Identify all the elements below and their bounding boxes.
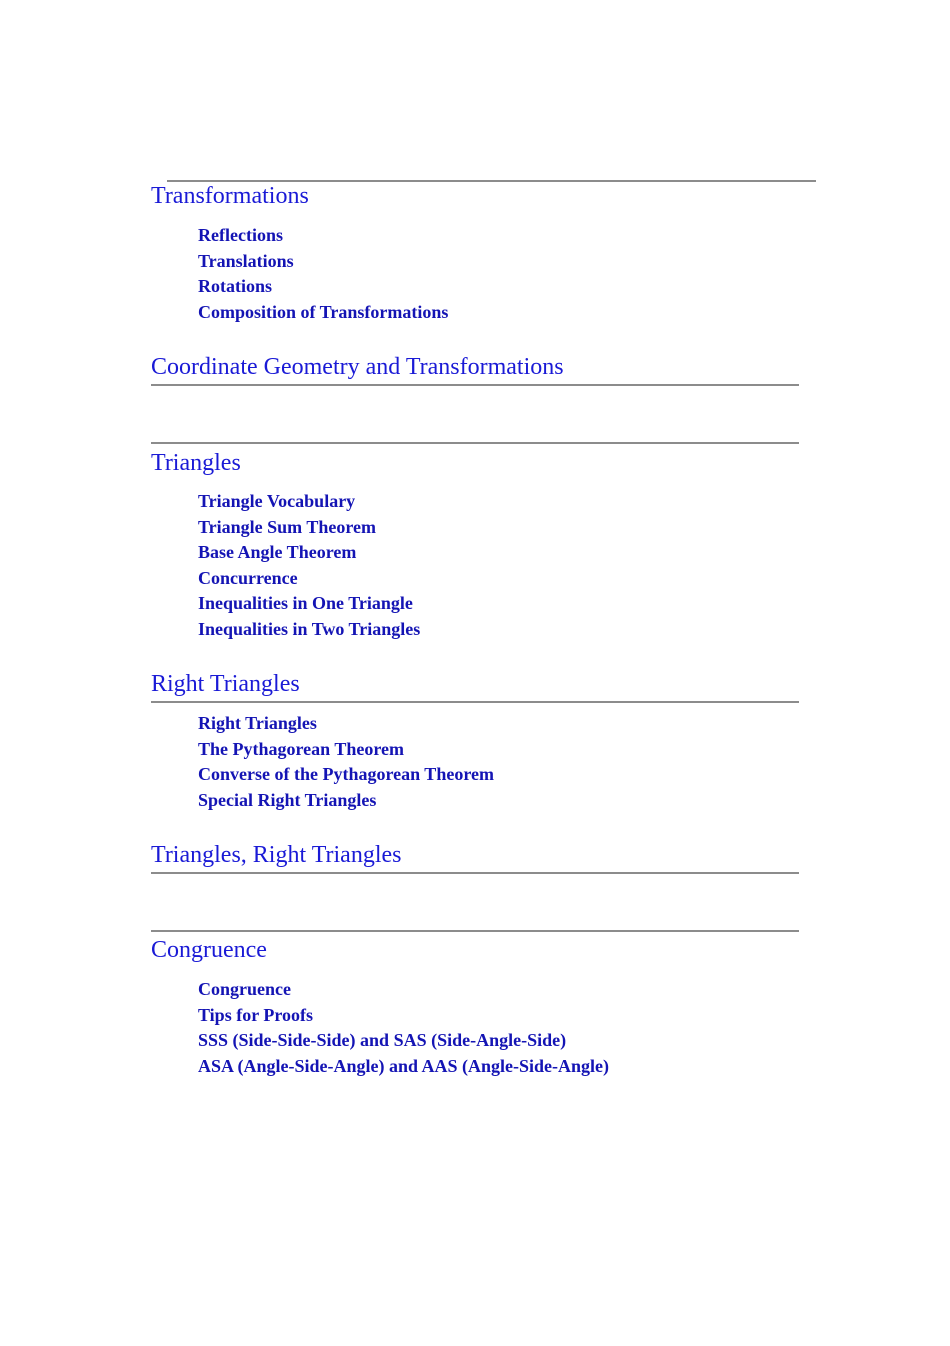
list-item xyxy=(198,515,420,541)
section-heading-triangles: Triangles xyxy=(151,450,241,476)
list-item xyxy=(198,249,448,275)
link-reflections[interactable]: Reflections xyxy=(198,225,283,245)
triangles-link-list xyxy=(198,489,420,642)
congruence-link-list xyxy=(198,977,609,1079)
section-heading-triangles-right-triangles: Triangles, Right Triangles xyxy=(151,842,402,868)
right-triangles-link-list xyxy=(198,711,494,813)
section-heading-right-triangles: Right Triangles xyxy=(151,671,300,697)
section-divider xyxy=(151,384,799,386)
list-item xyxy=(198,540,420,566)
list-item xyxy=(198,711,494,737)
link-concurrence[interactable]: Concurrence xyxy=(198,567,298,588)
section-heading-congruence: Congruence xyxy=(151,937,267,963)
link-composition-of-transformations[interactable]: Composition of Transformations xyxy=(198,301,449,322)
list-item xyxy=(198,762,494,788)
list-item xyxy=(198,788,494,814)
list-item xyxy=(198,617,420,643)
list-item xyxy=(198,591,420,617)
link-special-right-triangles[interactable]: Special Right Triangles xyxy=(198,789,377,810)
link-triangle-sum-theorem[interactable]: Triangle Sum Theorem xyxy=(198,516,377,537)
link-converse-pythagorean-theorem[interactable]: Converse of the Pythagorean Theorem xyxy=(198,764,494,784)
list-item xyxy=(198,566,420,592)
list-item xyxy=(198,737,494,763)
link-base-angle-theorem[interactable]: Base Angle Theorem xyxy=(198,542,357,562)
section-divider xyxy=(151,930,799,932)
list-item xyxy=(198,274,448,300)
link-congruence[interactable]: Congruence xyxy=(198,979,291,999)
list-item xyxy=(198,1028,609,1054)
section-divider xyxy=(151,701,799,703)
link-rotations[interactable]: Rotations xyxy=(198,276,273,296)
transformations-link-list xyxy=(198,223,448,325)
list-item xyxy=(198,300,448,326)
link-right-triangles[interactable]: Right Triangles xyxy=(198,713,317,733)
list-item xyxy=(198,223,448,249)
section-heading-coordinate-geometry: Coordinate Geometry and Transformations xyxy=(151,354,564,380)
list-item xyxy=(198,1003,609,1029)
list-item xyxy=(198,1054,609,1080)
link-asa-aas[interactable]: ASA (Angle-Side-Angle) and AAS (Angle-Side-Angle) xyxy=(198,1055,610,1076)
link-inequalities-two-triangles[interactable]: Inequalities in Two Triangles xyxy=(198,618,421,639)
link-translations[interactable]: Translations xyxy=(198,250,294,271)
section-divider xyxy=(151,872,799,874)
section-heading-transformations: Transformations xyxy=(151,183,309,209)
link-sss-sas[interactable]: SSS (Side-Side-Side) and SAS (Side-Angle-Side) xyxy=(198,1030,567,1050)
section-divider xyxy=(151,442,799,444)
link-pythagorean-theorem[interactable]: The Pythagorean Theorem xyxy=(198,738,404,759)
list-item xyxy=(198,489,420,515)
list-item xyxy=(198,977,609,1003)
link-inequalities-one-triangle[interactable]: Inequalities in One Triangle xyxy=(198,593,413,613)
link-tips-for-proofs[interactable]: Tips for Proofs xyxy=(198,1004,314,1025)
link-triangle-vocabulary[interactable]: Triangle Vocabulary xyxy=(198,491,356,511)
